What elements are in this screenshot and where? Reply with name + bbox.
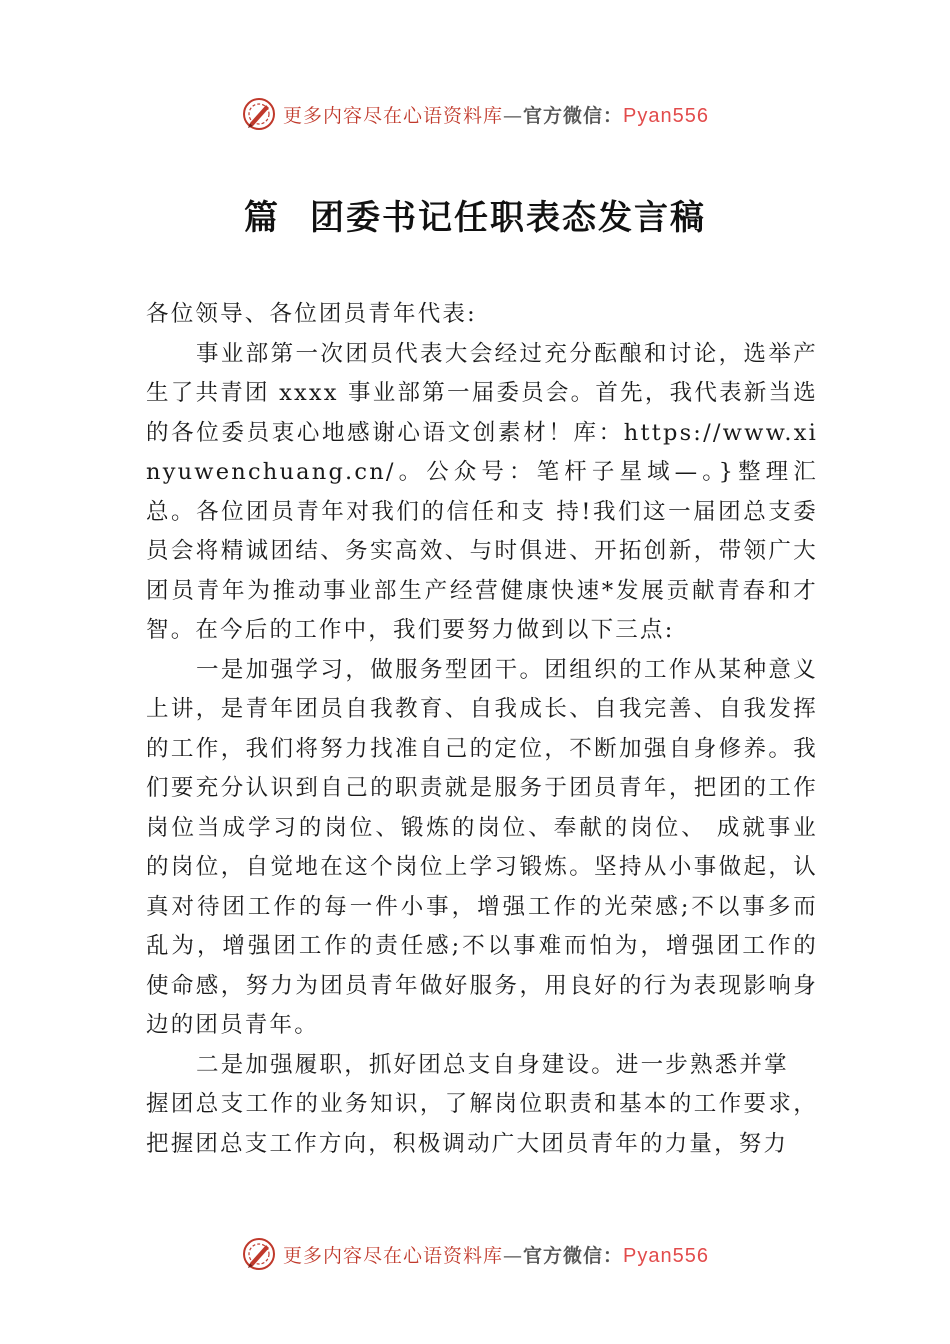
watermark-footer: [0, 1232, 950, 1276]
watermark-header: [0, 92, 950, 136]
paragraph: 一是加强学习，做服务型团干。团组织的工作从某种意义上讲，是青年团员自我教育、自我成长、自我完善、自我发挥的工作，我们将努力找准自己的定位，不断加强自身修养。我们要充分认识到自己的职责就是服务于团员青年，把团的工作岗位当成学习的岗位、锻炼的岗位、奉献的岗位、 成就事业的岗位，自觉地在这个岗位上学习锻炼。坚持从小事做起，认真对待团工作的每一件小事，增强工作的光荣感;不以事多而乱为，增强团工作的责任感;不以事难而怕为，增强团工作的使命感，努力为团员青年做好服务，用良好的行为表现影响身边的团员青年。: [146, 656, 818, 1038]
salutation: 各位领导、各位团员青年代表:: [146, 301, 477, 327]
document-body: [146, 295, 818, 1164]
pen-logo-icon: [241, 96, 277, 132]
page-title: [0, 190, 950, 239]
paragraph: 握团总支工作的业务知识，了解岗位职责和基本的工作要求，把握团总支工作方向，积极调动广大团员青年的力量，努力: [146, 1091, 818, 1157]
paragraph: 事业部第一次团员代表大会经过充分酝酿和讨论，选举产生了共青团 xxxx 事业部第一届委员会。首先，我代表新当选的各位委员衷心地感谢心语文创素材！库：https://www.xinyuwenchuang.cn/。公众号：笔杆子星域—。}整理汇总。各位团员青年对我们的信任和支 持!我们这一届团总支委员会将精诚团结、务实高效、与时俱进、开拓创新，带领广大团员青年为推动事业部生产经营健康快速*发展贡献青春和才智。在今后的工作中，我们要努力做到以下三点:: [146, 340, 818, 643]
title-prefix: 篇: [244, 198, 280, 238]
watermark-text: 更多内容尽在心语资料库—官方微信：Pyan556: [283, 1244, 709, 1267]
paragraph: 二是加强履职，抓好团总支自身建设。进一步熟悉并掌: [196, 1051, 789, 1078]
pen-logo-icon: [241, 1236, 277, 1272]
title-text: 团委书记任职表态发言稿: [310, 198, 706, 238]
watermark-text: 更多内容尽在心语资料库—官方微信：Pyan556: [283, 104, 709, 127]
